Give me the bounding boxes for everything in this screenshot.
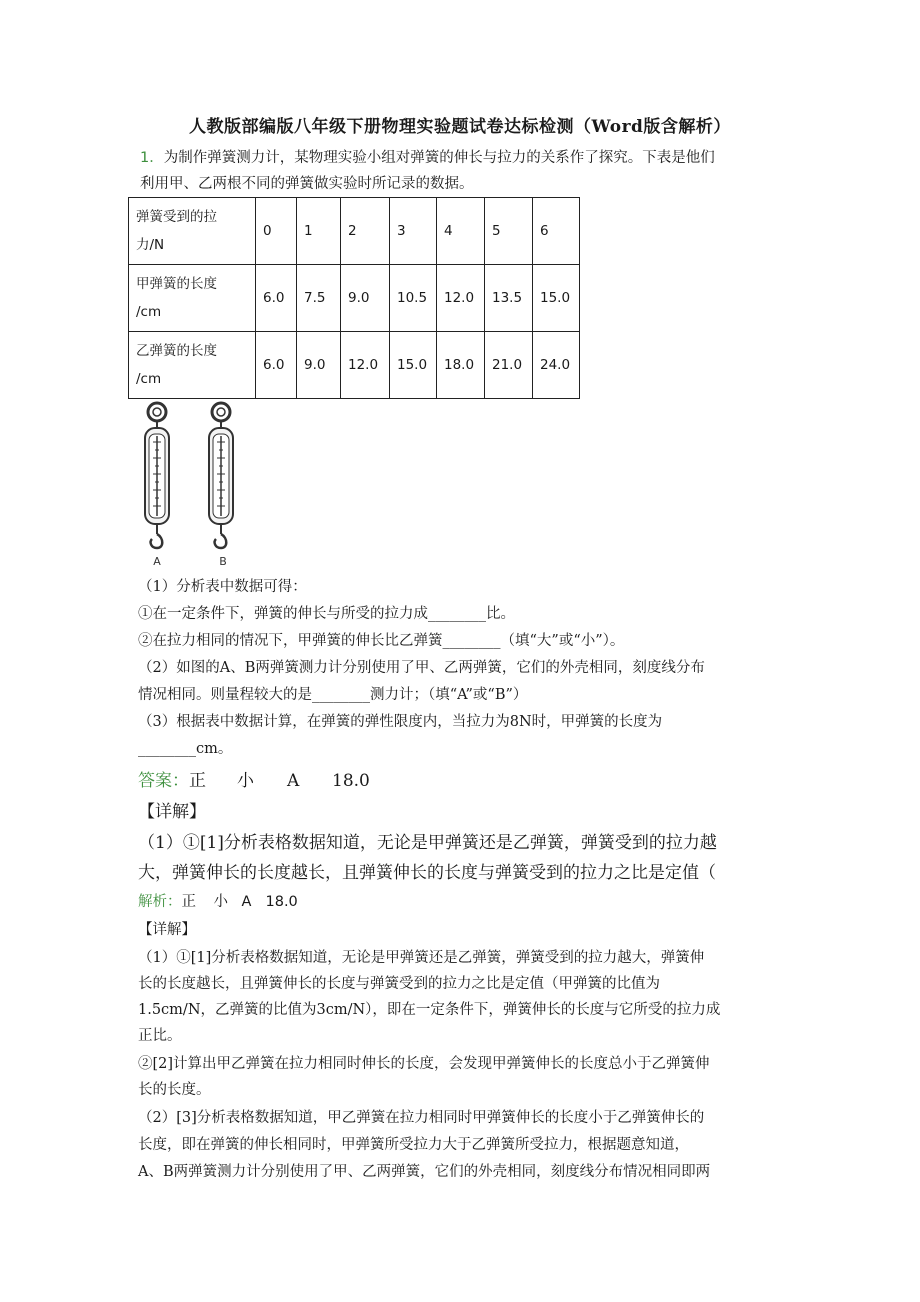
analysis-label: 解析： bbox=[138, 894, 182, 910]
table-cell: 1 bbox=[297, 198, 341, 265]
table-row bbox=[129, 265, 580, 332]
scale-b-label: B bbox=[219, 555, 227, 568]
table-cell: 0 bbox=[256, 198, 297, 265]
spring-scale-b bbox=[209, 403, 233, 548]
analysis-value: A bbox=[241, 894, 252, 910]
answer-value: 18.0 bbox=[332, 771, 370, 791]
analysis-value: 小 bbox=[213, 894, 228, 910]
table-cell: 4 bbox=[437, 198, 485, 265]
table-cell: 15.0 bbox=[390, 332, 437, 399]
part-3b: ________cm。 bbox=[138, 741, 233, 757]
part-2b: 情况相同。则量程较大的是________测力计；（填“A”或“B”） bbox=[138, 687, 528, 703]
part-3a: （3）根据表中数据计算，在弹簧的弹性限度内，当拉力为8N时，甲弹簧的长度为 bbox=[138, 714, 663, 730]
detail-1-line-2: 大，弹簧伸长的长度越长，且弹簧伸长的长度与弹簧受到的拉力之比是定值（ bbox=[138, 863, 716, 883]
question-intro-text-1: 为制作弹簧测力计，某物理实验小组对弹簧的伸长与拉力的关系作了探究。下表是他们 bbox=[163, 150, 715, 166]
detail-1-line-1: （1）①[1]分析表格数据知道，无论是甲弹簧还是乙弹簧，弹簧受到的拉力越 bbox=[138, 833, 717, 853]
analysis-value: 18.0 bbox=[265, 894, 298, 910]
question-intro-line-2: 利用甲、乙两根不同的弹簧做实验时所记录的数据。 bbox=[140, 176, 474, 192]
detail-2-line: （1）①[1]分析表格数据知道，无论是甲弹簧还是乙弹簧，弹簧受到的拉力越大，弹簧伸 bbox=[138, 950, 705, 966]
detail-heading-1: 【详解】 bbox=[138, 802, 206, 822]
spring-data-table bbox=[128, 197, 580, 399]
table-cell: 12.0 bbox=[437, 265, 485, 332]
answer-label: 答案： bbox=[138, 771, 189, 791]
part-1-intro: （1）分析表中数据可得： bbox=[138, 579, 307, 595]
table-cell: 6.0 bbox=[256, 265, 297, 332]
answer-value: A bbox=[287, 771, 300, 791]
table-cell: 5 bbox=[485, 198, 533, 265]
detail-2-line: 正比。 bbox=[138, 1028, 182, 1044]
table-cell: 6 bbox=[533, 198, 580, 265]
detail-2-line: ②[2]计算出甲乙弹簧在拉力相同时伸长的长度，会发现甲弹簧伸长的长度总小于乙弹簧伸 bbox=[138, 1056, 710, 1072]
table-cell: 15.0 bbox=[533, 265, 580, 332]
part-2a: （2）如图的A、B两弹簧测力计分别使用了甲、乙两弹簧，它们的外壳相同，刻度线分布 bbox=[138, 660, 705, 676]
detail-2-line: 长的长度越长，且弹簧伸长的长度与弹簧受到的拉力之比是定值（甲弹簧的比值为 bbox=[138, 976, 660, 992]
spring-scales-figure bbox=[128, 398, 248, 570]
question-number: 1． bbox=[140, 150, 164, 166]
table-cell: 10.5 bbox=[390, 265, 437, 332]
table-row bbox=[129, 332, 580, 399]
spring-scales-illustration bbox=[128, 398, 248, 570]
table-row bbox=[129, 198, 580, 265]
table-cell: 7.5 bbox=[297, 265, 341, 332]
detail-2-line: 1.5cm/N，乙弹簧的比值为3cm/N），即在一定条件下，弹簧伸长的长度与它所受的拉力成 bbox=[138, 1002, 721, 1018]
table-cell: 6.0 bbox=[256, 332, 297, 399]
detail-2-line: 长的长度。 bbox=[138, 1082, 211, 1098]
table-cell: 12.0 bbox=[341, 332, 390, 399]
answer-value: 正 bbox=[189, 771, 206, 791]
detail-2-line: A、B两弹簧测力计分别使用了甲、乙两弹簧，它们的外壳相同，刻度线分布情况相同即两 bbox=[138, 1164, 711, 1180]
table-cell: 3 bbox=[390, 198, 437, 265]
table-cell: 2 bbox=[341, 198, 390, 265]
spring-scale-a bbox=[145, 403, 169, 548]
answer-line bbox=[138, 766, 370, 791]
table-cell: 13.5 bbox=[485, 265, 533, 332]
analysis-line bbox=[138, 890, 298, 911]
row-header: 乙弹簧的长度 /cm bbox=[129, 332, 256, 399]
table-cell: 24.0 bbox=[533, 332, 580, 399]
answer-value: 小 bbox=[237, 771, 254, 791]
detail-2-line: 长度，即在弹簧的伸长相同时，甲弹簧所受拉力大于乙弹簧所受拉力，根据题意知道， bbox=[138, 1137, 689, 1153]
row-header: 弹簧受到的拉 力/N bbox=[129, 198, 256, 265]
part-1a: ①在一定条件下，弹簧的伸长与所受的拉力成________比。 bbox=[138, 606, 515, 622]
row-header: 甲弹簧的长度 /cm bbox=[129, 265, 256, 332]
table-cell: 18.0 bbox=[437, 332, 485, 399]
part-1b: ②在拉力相同的情况下，甲弹簧的伸长比乙弹簧________（填“大”或“小”）。 bbox=[138, 633, 625, 649]
table-cell: 9.0 bbox=[297, 332, 341, 399]
page-title: 人教版部编版八年级下册物理实验题试卷达标检测（Word版含解析） bbox=[189, 117, 731, 137]
question-intro-line-1 bbox=[140, 146, 715, 167]
table-cell: 21.0 bbox=[485, 332, 533, 399]
detail-heading-2: 【详解】 bbox=[138, 922, 196, 938]
detail-2-line: （2）[3]分析表格数据知道，甲乙弹簧在拉力相同时甲弹簧伸长的长度小于乙弹簧伸长的 bbox=[138, 1110, 705, 1126]
scale-a-label: A bbox=[153, 555, 161, 568]
analysis-value: 正 bbox=[181, 894, 196, 910]
table-cell: 9.0 bbox=[341, 265, 390, 332]
